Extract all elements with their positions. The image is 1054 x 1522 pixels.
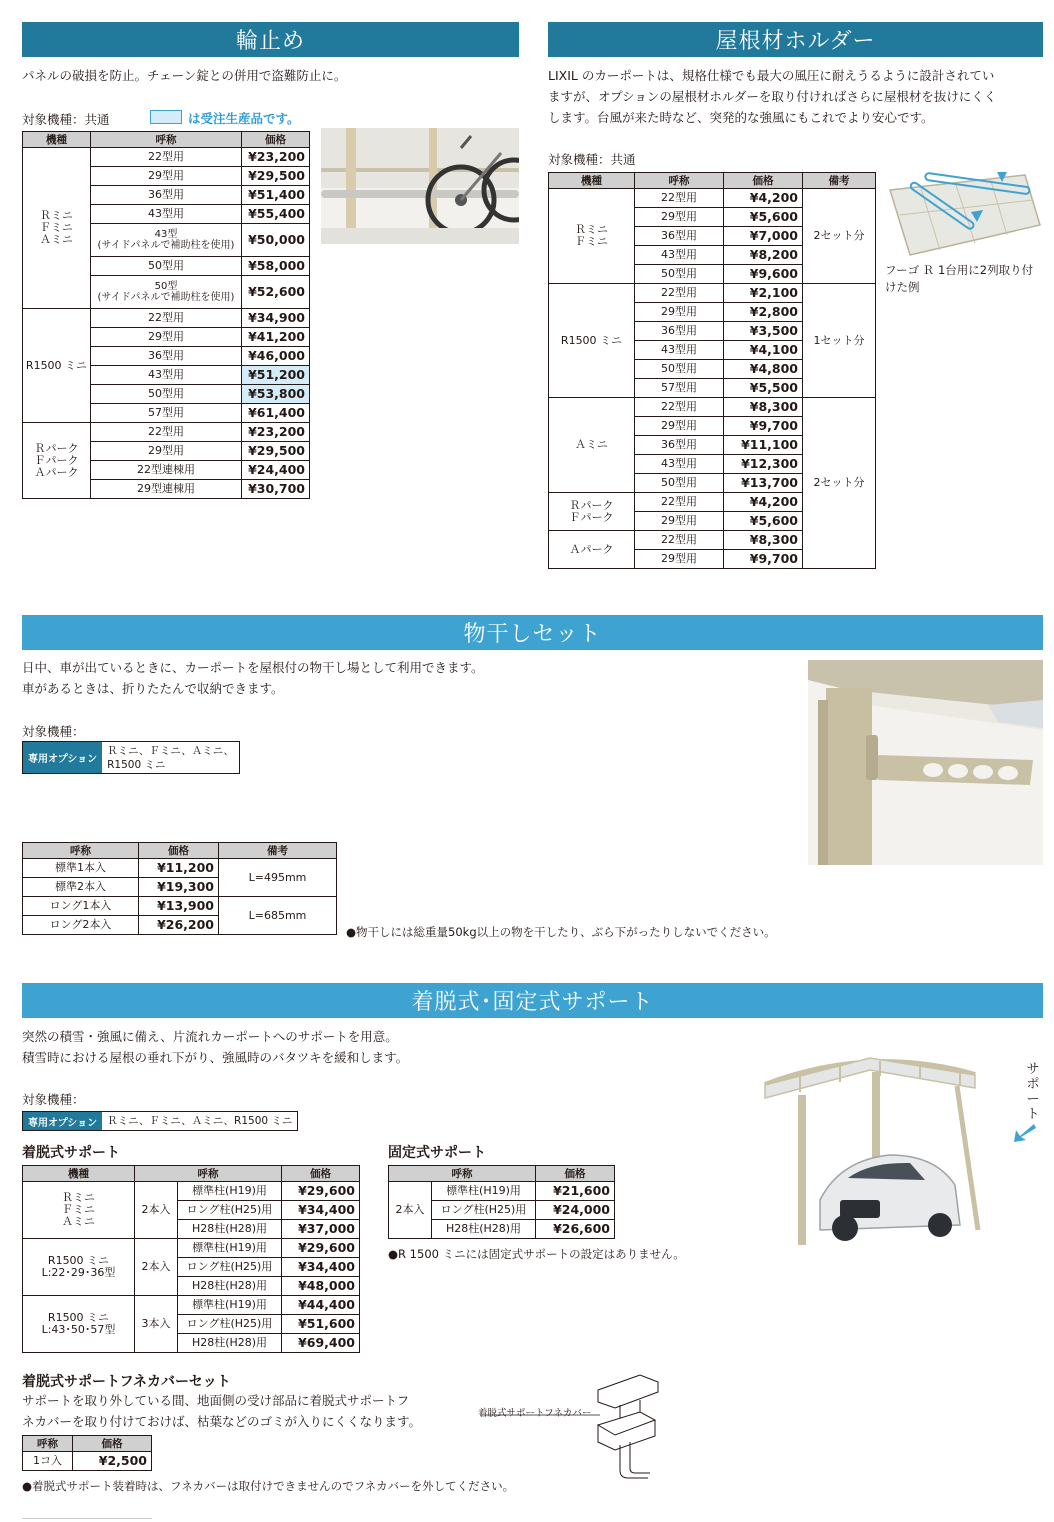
name-cell: 57型用 — [91, 404, 242, 423]
name-cell: ロング柱(H25)用 — [178, 1258, 282, 1277]
price-cell: ¥9,700 — [724, 550, 803, 569]
header-price: 価格 — [724, 173, 803, 189]
made-to-order-swatch — [150, 110, 182, 124]
price-cell: ¥34,900 — [242, 309, 310, 328]
price-cell: ¥4,800 — [724, 360, 803, 379]
monohoshi-price-table — [22, 842, 337, 935]
name-cell: 36型用 — [635, 322, 724, 341]
name-cell: 標準柱(H19)用 — [178, 1182, 282, 1201]
cover-note: ●着脱式サポート装着時は、フネカバーは取付けできませんのでフネカバーを外してください。 — [22, 1479, 515, 1493]
name-cell: 36型用 — [635, 436, 724, 455]
price-cell: ¥26,200 — [139, 916, 219, 935]
price-cell: ¥5,600 — [724, 208, 803, 227]
table-row — [23, 897, 337, 916]
table-row — [549, 398, 876, 417]
table-row — [23, 1296, 360, 1315]
holder-price-table — [548, 172, 876, 569]
name-cell: 標準2本入 — [23, 878, 139, 897]
name-cell: ロング1本入 — [23, 897, 139, 916]
name-cell: 22型用 — [91, 423, 242, 442]
cover-description-line1: サポートを取り外している間、地面側の受け部品に着脱式サポートフ — [22, 1393, 410, 1408]
price-cell: ¥58,000 — [242, 257, 310, 276]
table-row — [23, 859, 337, 878]
name-cell: 22型用 — [635, 284, 724, 303]
name-cell: 29型用 — [635, 550, 724, 569]
name-cell: ロング柱(H25)用 — [178, 1315, 282, 1334]
price-cell: ¥23,200 — [242, 423, 310, 442]
wheel-stop-photo — [321, 128, 519, 244]
price-cell: ¥26,600 — [536, 1220, 615, 1239]
model-cell: R1500 ミニ L:22･29･36型 — [23, 1239, 135, 1296]
model-cell: R1500 ミニ — [23, 309, 91, 423]
price-cell: ¥19,300 — [139, 878, 219, 897]
table-row — [389, 1182, 615, 1201]
cover-illustration — [470, 1370, 670, 1485]
price-cell: ¥29,600 — [282, 1239, 360, 1258]
price-cell: ¥3,500 — [724, 322, 803, 341]
name-cell: 43型用 — [91, 205, 242, 224]
table-row — [23, 1452, 152, 1471]
monohoshi-description-line2: 車があるときは、折りたたんで収納できます。 — [22, 681, 284, 696]
price-cell: ¥21,600 — [536, 1182, 615, 1201]
name-cell: 29型用 — [635, 208, 724, 227]
header-note: 備考 — [219, 843, 337, 859]
price-cell: ¥41,200 — [242, 328, 310, 347]
table-row — [23, 148, 310, 167]
detachable-support-table — [22, 1165, 360, 1353]
price-cell: ¥30,700 — [242, 480, 310, 499]
name-cell: 36型用 — [91, 347, 242, 366]
footer-rule — [22, 1518, 152, 1519]
price-cell: ¥51,400 — [242, 186, 310, 205]
model-cell: R1500 ミニ — [549, 284, 635, 398]
monohoshi-description-line1: 日中、車が出ているときに、カーポートを屋根付の物干し場として利用できます。 — [22, 660, 484, 675]
header-price: 価格 — [73, 1436, 152, 1452]
table-row — [549, 189, 876, 208]
cover-set-title: 着脱式サポートフネカバーセット — [22, 1374, 231, 1390]
model-cell: Ａパーク — [549, 531, 635, 569]
roof-holder-illustration — [885, 170, 1043, 260]
price-cell: ¥9,600 — [724, 265, 803, 284]
made-to-order-legend: は受注生産品です。 — [188, 111, 300, 126]
detachable-support-title: 着脱式サポート — [22, 1145, 120, 1161]
option-tag: 専用オプション — [23, 1112, 102, 1130]
header-name: 呼称 — [635, 173, 724, 189]
price-cell: ¥29,500 — [242, 442, 310, 461]
name-cell: ロング2本入 — [23, 916, 139, 935]
price-cell: ¥53,800 — [242, 385, 310, 404]
name-cell: 43型用 — [635, 341, 724, 360]
table-row — [23, 1182, 360, 1201]
model-cell: Ｒミニ Ｆミニ Ａミニ — [23, 148, 91, 309]
fixed-support-note: ●R 1500 ミニには固定式サポートの設定はありません。 — [388, 1247, 685, 1261]
price-cell: ¥9,700 — [724, 417, 803, 436]
monohoshi-section-title: 物干しセット — [22, 615, 1043, 650]
monohoshi-target: 対象機種： — [22, 724, 85, 739]
support-photo-label: サポート — [1026, 1062, 1040, 1122]
name-cell: 22型用 — [635, 531, 724, 550]
qty-cell: 2本入 — [135, 1239, 178, 1296]
name-cell: 50型用 — [91, 385, 242, 404]
price-cell: ¥24,400 — [242, 461, 310, 480]
holder-section-title: 屋根材ホルダー — [548, 22, 1043, 57]
price-cell: ¥44,400 — [282, 1296, 360, 1315]
name-cell: ロング柱(H25)用 — [432, 1201, 536, 1220]
name-cell: 50型用 — [635, 360, 724, 379]
option-tag: 専用オプション — [23, 742, 102, 773]
header-note: 備考 — [803, 173, 876, 189]
model-cell: Ｒパーク Ｆパーク — [549, 493, 635, 531]
name-cell: 標準柱(H19)用 — [178, 1296, 282, 1315]
fixed-support-title: 固定式サポート — [388, 1145, 486, 1161]
carport-support-photo — [760, 1050, 1010, 1250]
header-price: 価格 — [282, 1166, 360, 1182]
table-row — [23, 309, 310, 328]
price-cell: ¥55,400 — [242, 205, 310, 224]
support-description-line2: 積雪時における屋根の垂れ下がり、強風時のバタツキを緩和します。 — [22, 1050, 409, 1065]
price-cell: ¥5,500 — [724, 379, 803, 398]
note-cell: 1セット分 — [803, 284, 876, 398]
support-target: 対象機種： — [22, 1092, 85, 1107]
price-cell: ¥11,100 — [724, 436, 803, 455]
name-cell: 22型用 — [635, 398, 724, 417]
price-cell: ¥29,600 — [282, 1182, 360, 1201]
price-cell: ¥2,100 — [724, 284, 803, 303]
support-description-line1: 突然の積雪・強風に備え、片流れカーポートへのサポートを用意。 — [22, 1029, 398, 1044]
name-cell: 29型用 — [635, 303, 724, 322]
price-cell: ¥50,000 — [242, 224, 310, 257]
price-cell: ¥13,700 — [724, 474, 803, 493]
name-cell: 36型用 — [91, 186, 242, 205]
price-cell: ¥61,400 — [242, 404, 310, 423]
note-cell: 2セット分 — [803, 398, 876, 569]
header-model: 機種 — [549, 173, 635, 189]
wadome-description: パネルの破損を防止。チェーン錠との併用で盗難防止に。 — [22, 68, 347, 83]
holder-target: 対象機種：共通 — [548, 152, 636, 167]
price-cell: ¥2,500 — [73, 1452, 152, 1471]
qty-cell: 2本入 — [135, 1182, 178, 1239]
name-cell: H28柱(H28)用 — [178, 1334, 282, 1353]
header-price: 価格 — [536, 1166, 615, 1182]
qty-cell: 3本入 — [135, 1296, 178, 1353]
name-cell: 50型用 — [635, 474, 724, 493]
name-cell: 22型用 — [91, 148, 242, 167]
model-cell: R1500 ミニ L:43･50･57型 — [23, 1296, 135, 1353]
price-cell: ¥52,600 — [242, 276, 310, 309]
cover-price-table — [22, 1435, 152, 1471]
price-cell: ¥2,800 — [724, 303, 803, 322]
name-cell: 50型 (サイドパネルで補助柱を使用) — [91, 276, 242, 309]
name-cell: 29型連棟用 — [91, 480, 242, 499]
header-name: 呼称 — [389, 1166, 536, 1182]
wadome-target: 対象機種：共通 — [22, 112, 110, 127]
name-cell: 43型 (サイドパネルで補助柱を使用) — [91, 224, 242, 257]
name-cell: 36型用 — [635, 227, 724, 246]
note-cell: 2セット分 — [803, 189, 876, 284]
price-cell: ¥51,600 — [282, 1315, 360, 1334]
name-cell: 29型用 — [635, 512, 724, 531]
name-cell: 22型連棟用 — [91, 461, 242, 480]
note-cell: L=685mm — [219, 897, 337, 935]
price-cell: ¥69,400 — [282, 1334, 360, 1353]
support-section-title: 着脱式･固定式サポート — [22, 983, 1043, 1018]
price-cell: ¥8,200 — [724, 246, 803, 265]
price-cell: ¥7,000 — [724, 227, 803, 246]
name-cell: 43型用 — [635, 455, 724, 474]
header-name: 呼称 — [91, 132, 242, 148]
wadome-section-title: 輪止め — [22, 22, 519, 57]
name-cell: H28柱(H28)用 — [178, 1220, 282, 1239]
price-cell: ¥46,000 — [242, 347, 310, 366]
holder-description-line2: ますが、オプションの屋根材ホルダーを取り付ければさらに屋根材を抜けにくく — [548, 89, 997, 104]
qty-cell: 2本入 — [389, 1182, 432, 1239]
header-name: 呼称 — [23, 843, 139, 859]
option-models: Ｒミニ、Ｆミニ、Ａミニ、 R1500 ミニ — [107, 744, 235, 771]
holder-caption: フーゴ Ｒ 1台用に2列取り付 けた例 — [885, 263, 1034, 294]
cover-label: 着脱式サポートフネカバー — [478, 1408, 592, 1419]
holder-description-line1: LIXIL のカーポートは、規格仕様でも最大の風圧に耐えうるように設計されてい — [548, 68, 995, 83]
price-cell: ¥23,200 — [242, 148, 310, 167]
price-cell: ¥13,900 — [139, 897, 219, 916]
price-cell: ¥8,300 — [724, 398, 803, 417]
table-row — [23, 423, 310, 442]
name-cell: 標準柱(H19)用 — [432, 1182, 536, 1201]
name-cell: 29型用 — [91, 328, 242, 347]
table-row — [549, 284, 876, 303]
drying-rack-photo — [808, 660, 1043, 865]
header-name: 呼称 — [135, 1166, 282, 1182]
header-price: 価格 — [242, 132, 310, 148]
price-cell: ¥37,000 — [282, 1220, 360, 1239]
name-cell: 43型用 — [91, 366, 242, 385]
option-models: Ｒミニ、Ｆミニ、Ａミニ、R1500 ミニ — [107, 1115, 293, 1127]
price-cell: ¥11,200 — [139, 859, 219, 878]
monohoshi-warning: ●物干しには総重量50kg以上の物を干したり、ぶら下がったりしないでください。 — [346, 925, 776, 939]
name-cell: 標準1本入 — [23, 859, 139, 878]
price-cell: ¥4,100 — [724, 341, 803, 360]
price-cell: ¥4,200 — [724, 493, 803, 512]
price-cell: ¥29,500 — [242, 167, 310, 186]
price-cell: ¥24,000 — [536, 1201, 615, 1220]
price-cell: ¥34,400 — [282, 1201, 360, 1220]
header-model: 機種 — [23, 132, 91, 148]
name-cell: 1コ入 — [23, 1452, 73, 1471]
name-cell: 57型用 — [635, 379, 724, 398]
name-cell: 22型用 — [635, 189, 724, 208]
price-cell: ¥12,300 — [724, 455, 803, 474]
table-row — [23, 1239, 360, 1258]
name-cell: 22型用 — [635, 493, 724, 512]
name-cell: 29型用 — [635, 417, 724, 436]
name-cell: H28柱(H28)用 — [178, 1277, 282, 1296]
name-cell: ロング柱(H25)用 — [178, 1201, 282, 1220]
model-cell: Ｒミニ Ｆミニ Ａミニ — [23, 1182, 135, 1239]
name-cell: 50型用 — [635, 265, 724, 284]
name-cell: 43型用 — [635, 246, 724, 265]
holder-description-line3: します。台風が来た時など、突発的な強風にもこれでより安心です。 — [548, 110, 934, 125]
cover-description-line2: ネカバーを取り付けておけば、枯葉などのゴミが入りにくくなります。 — [22, 1414, 422, 1429]
price-cell: ¥51,200 — [242, 366, 310, 385]
header-name: 呼称 — [23, 1436, 73, 1452]
support-arrow-icon — [1012, 1122, 1036, 1144]
name-cell: 50型用 — [91, 257, 242, 276]
price-cell: ¥34,400 — [282, 1258, 360, 1277]
model-cell: Ａミニ — [549, 398, 635, 493]
name-cell: 29型用 — [91, 167, 242, 186]
note-cell: L=495mm — [219, 859, 337, 897]
monohoshi-option-badge — [22, 741, 240, 774]
model-cell: Ｒパーク Ｆパーク Ａパーク — [23, 423, 91, 499]
support-option-badge — [22, 1111, 298, 1131]
model-cell: Ｒミニ Ｆミニ — [549, 189, 635, 284]
name-cell: 標準柱(H19)用 — [178, 1239, 282, 1258]
header-model: 機種 — [23, 1166, 135, 1182]
name-cell: 22型用 — [91, 309, 242, 328]
wadome-price-table — [22, 131, 310, 499]
price-cell: ¥8,300 — [724, 531, 803, 550]
price-cell: ¥5,600 — [724, 512, 803, 531]
fixed-support-table — [388, 1165, 615, 1239]
price-cell: ¥4,200 — [724, 189, 803, 208]
price-cell: ¥48,000 — [282, 1277, 360, 1296]
name-cell: H28柱(H28)用 — [432, 1220, 536, 1239]
header-price: 価格 — [139, 843, 219, 859]
name-cell: 29型用 — [91, 442, 242, 461]
